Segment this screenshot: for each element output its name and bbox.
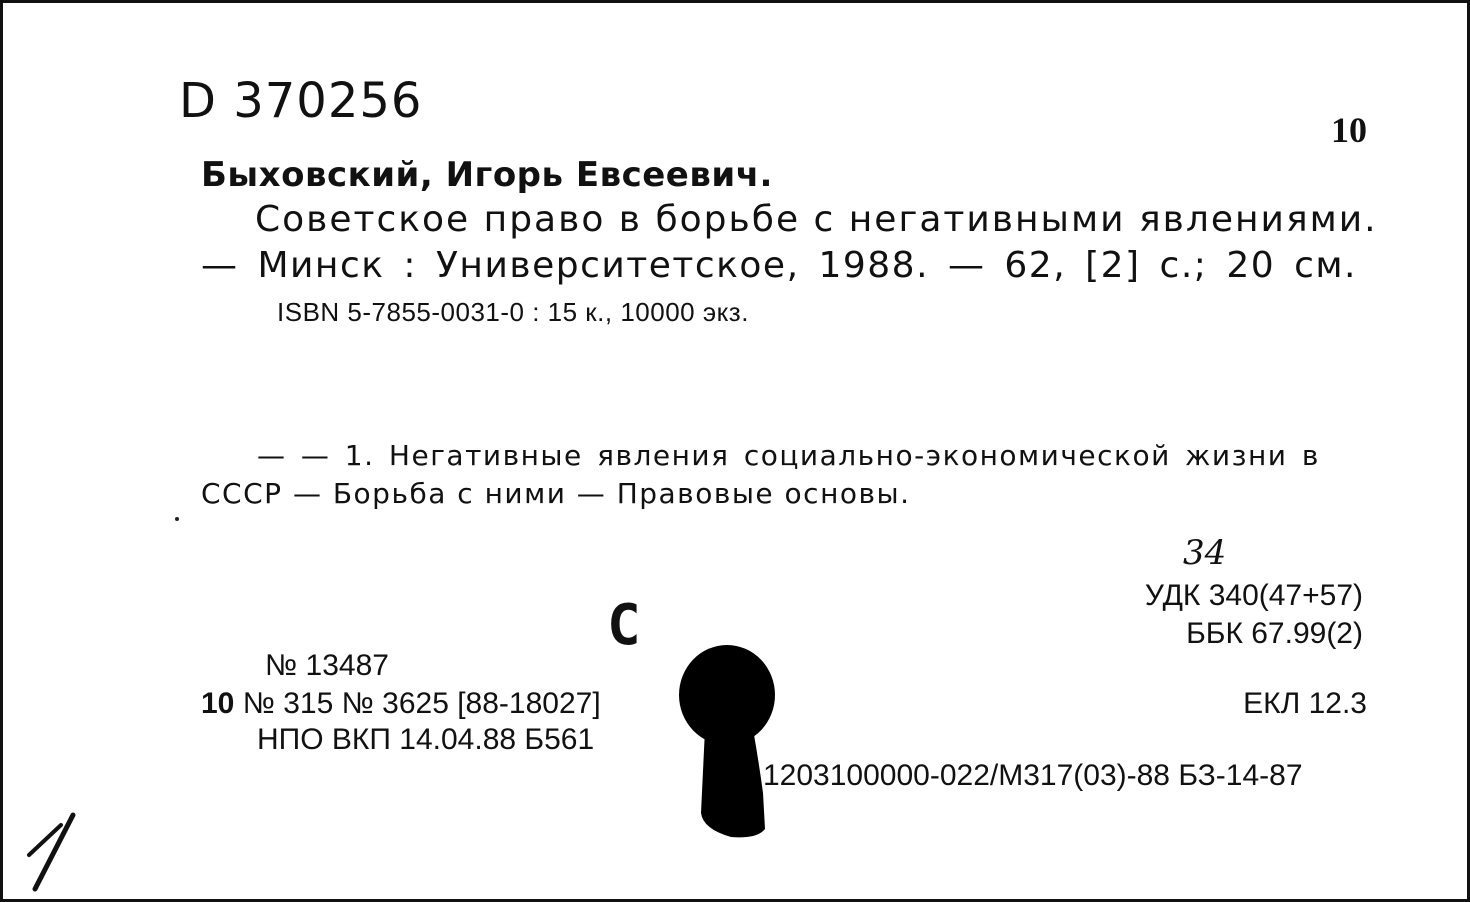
- record-number: № 13487: [265, 649, 389, 682]
- ink-dot: [175, 517, 179, 521]
- subject-line-2: СССР — Борьба с ними — Правовые основы.: [201, 477, 911, 510]
- stamp-number: D 370256: [179, 73, 423, 129]
- order-line: [201, 687, 601, 721]
- order-prefix: 10: [201, 687, 235, 720]
- title-line-1: Советское право в борьбе с негативными явлениями.: [255, 199, 1378, 240]
- order-numbers: № 315 № 3625 [88-18027]: [242, 687, 601, 720]
- classification-code: 1203100000-022/М317(03)-88 БЗ-14-87: [763, 759, 1303, 792]
- page-number: 10: [1331, 110, 1367, 150]
- subject-line-1: — — 1. Негативные явления социально-экономической жизни в: [257, 439, 1320, 472]
- ekl-code: ЕКЛ 12.3: [1243, 687, 1367, 720]
- author-name: Быховский, Игорь Евсеевич.: [201, 155, 773, 195]
- title-line-2: — Минск : Университетское, 1988. — 62, [2] с.; 20 см.: [201, 245, 1357, 286]
- handwritten-mark: [21, 811, 91, 893]
- bbk-code: ББК 67.99(2): [1186, 617, 1363, 650]
- isbn-line: ISBN 5-7855-0031-0 : 15 к., 10000 экз.: [277, 297, 749, 327]
- udk-code: УДК 340(47+57): [1144, 579, 1363, 612]
- npo-line: НПО ВКП 14.04.88 Б561: [257, 723, 595, 756]
- handwritten-number: 34: [1183, 533, 1227, 573]
- ink-blot: [671, 643, 779, 839]
- class-letter: С: [607, 593, 641, 658]
